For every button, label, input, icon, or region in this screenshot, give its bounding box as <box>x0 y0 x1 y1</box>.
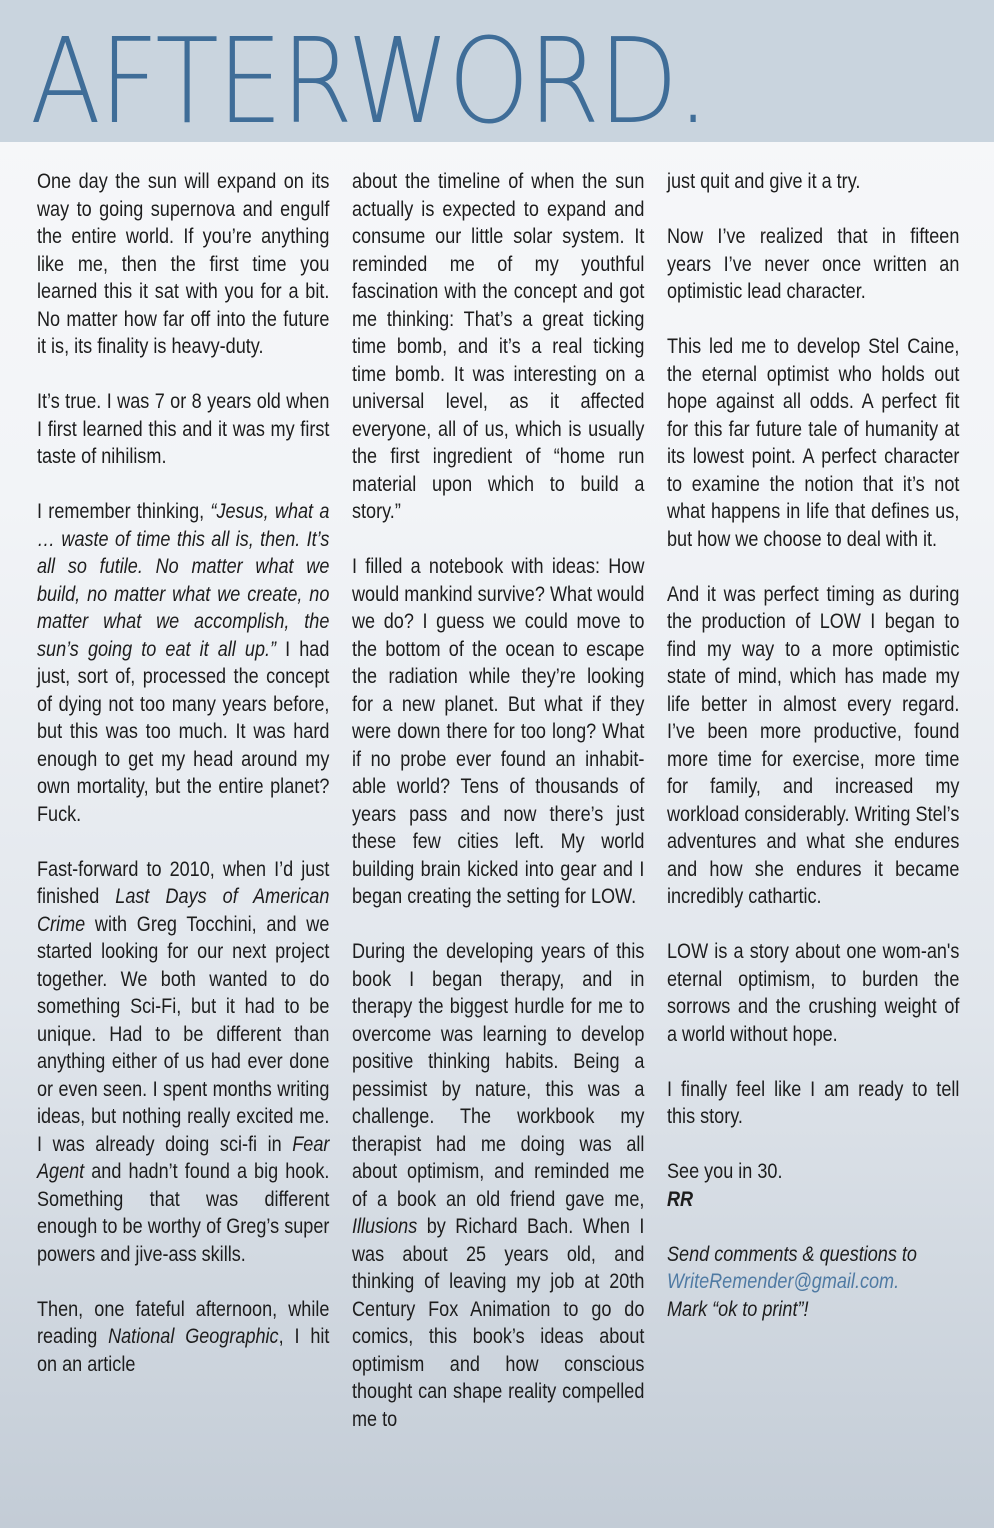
paragraph <box>37 498 329 828</box>
text-run: I remember thinking, <box>37 500 211 523</box>
text-run: and hadn’t found a big hook. Something that was different enough to be worthy of Greg’s super powers and jive-ass skills. <box>37 1160 330 1266</box>
paragraph: LOW is a story about one wom-an's eternal optimism, to burden the sorrows and the crushing weight of a world without hope. <box>667 940 960 1046</box>
promo-text: Mark “ok to print”! <box>667 1297 809 1321</box>
text-column-1 <box>37 168 329 1378</box>
text-run: , I hit on an article <box>37 1325 330 1376</box>
text-run: I had just, sort of, processed the concept of dying not too many years before, but this was too much. It was hard enough to get my head around my own mortality, but the entire planet? Fuck. <box>37 637 330 826</box>
sign-off-text: See you in 30. <box>667 1160 783 1183</box>
page-title: AFTERWORD. <box>30 12 708 142</box>
paragraph: And it was perfect timing as during the production of LOW I began to find my way to a more optimistic state of mind, which has made my life better in almost every regard. I’ve been more productive, found more time for exercise, more time for family, and increased my workload considerably. Writing Stel’s adventures and what she endures and how she endures it became incredibly cathartic. <box>667 582 960 908</box>
text-column-3 <box>667 168 959 1323</box>
text-run: with Greg Tocchini, and we started looking for our next project together. We both wanted to do something Sci-Fi, but it had to be unique. Had to be different than anything either of us had ever done or even seen. I spent months writing ideas, but nothing really excited me. I was already doing sci-fi in <box>37 912 330 1156</box>
paragraph <box>352 938 644 1433</box>
paragraph: It’s true. I was 7 or 8 years old when I first learned this and it was my first taste of nihilism. <box>37 390 330 468</box>
paragraph: about the timeline of when the sun actually is expected to expand and consume our little solar system. It reminded me of my youthful fascination with the concept and got me thinking: That’s a great ticking time bomb, and it’s a real ticking time bomb. It was interesting on a universal level, as it affected everyone, all of us, which is usually the first ingredient of “home run material upon which to build a story.” <box>352 170 645 523</box>
paragraph: just quit and give it a try. <box>667 170 861 193</box>
header-band <box>0 0 994 142</box>
promo-text: Send comments & questions to <box>667 1242 917 1266</box>
paragraph: Now I’ve realized that in fifteen years I’ve never once written an optimistic lead character. <box>667 225 960 303</box>
paragraph <box>37 856 329 1269</box>
text-run: Fast-forward to 2010, when I’d just finished <box>37 857 330 908</box>
paragraph <box>37 1296 329 1379</box>
magazine-title: National Geographic <box>108 1325 279 1348</box>
text-run: by Richard Bach. When I was about 25 years old, and thinking of leaving my job at 20th Century Fox Animation to go do comics, this book’s ideas about optimism and how conscious thought can shape reality compelled me to <box>352 1215 645 1431</box>
paragraph: One day the sun will expand on its way to going supernova and engulf the entire world. If you’re anything like me, then the first time you learned this it sat with you for a bit. No matter how far off into the future it is, its finality is heavy-duty. <box>37 170 330 358</box>
book-title: Illusions <box>352 1215 418 1238</box>
paragraph: I filled a notebook with ideas: How would mankind survive? What would we do? I guess we could move to the bottom of the ocean to escape the radiation while they’re looking for a new planet. But what if they were down there for too long? What if no probe ever found an inhabit-able world? Tens of thousands of years pass and now there’s just these few cities left. My world building brain kicked into gear and I began creating the setting for LOW. <box>352 555 645 908</box>
letters-promo <box>667 1241 959 1324</box>
signature: RR <box>667 1187 694 1211</box>
text-run: During the developing years of this book I began therapy, and in therapy the biggest hurdle for me to overcome was learning to develop positive thinking habits. Being a pessimist by nature, this was a challenge. The workbook my therapist had me doing was all about optimism, and reminded me of a book an old friend gave me, <box>352 940 645 1211</box>
paragraph: I finally feel like I am ready to tell this story. <box>667 1077 960 1128</box>
book-title: Fear Agent <box>37 1132 330 1183</box>
quote-italic: “Jesus, what a … waste of time this all is, then. It’s all so futile. No matter what we build, no matter what we create, no matter what we accomplish, the sun’s going to eat it all up.” <box>37 500 330 661</box>
text-run: Then, one fateful afternoon, while reading <box>37 1297 330 1348</box>
email-link[interactable]: WriteRemender@gmail.com. <box>667 1270 900 1293</box>
text-column-2 <box>352 168 644 1433</box>
book-title: Last Days of American Crime <box>37 885 330 936</box>
paragraph: This led me to develop Stel Caine, the eternal optimist who holds out hope against all odds. A perfect fit for this far future tale of humanity at its lowest point. A perfect character to examine the notion that it’s not what happens in life that defines us, but how we choose to deal with it. <box>667 335 960 551</box>
sign-off <box>667 1158 959 1213</box>
